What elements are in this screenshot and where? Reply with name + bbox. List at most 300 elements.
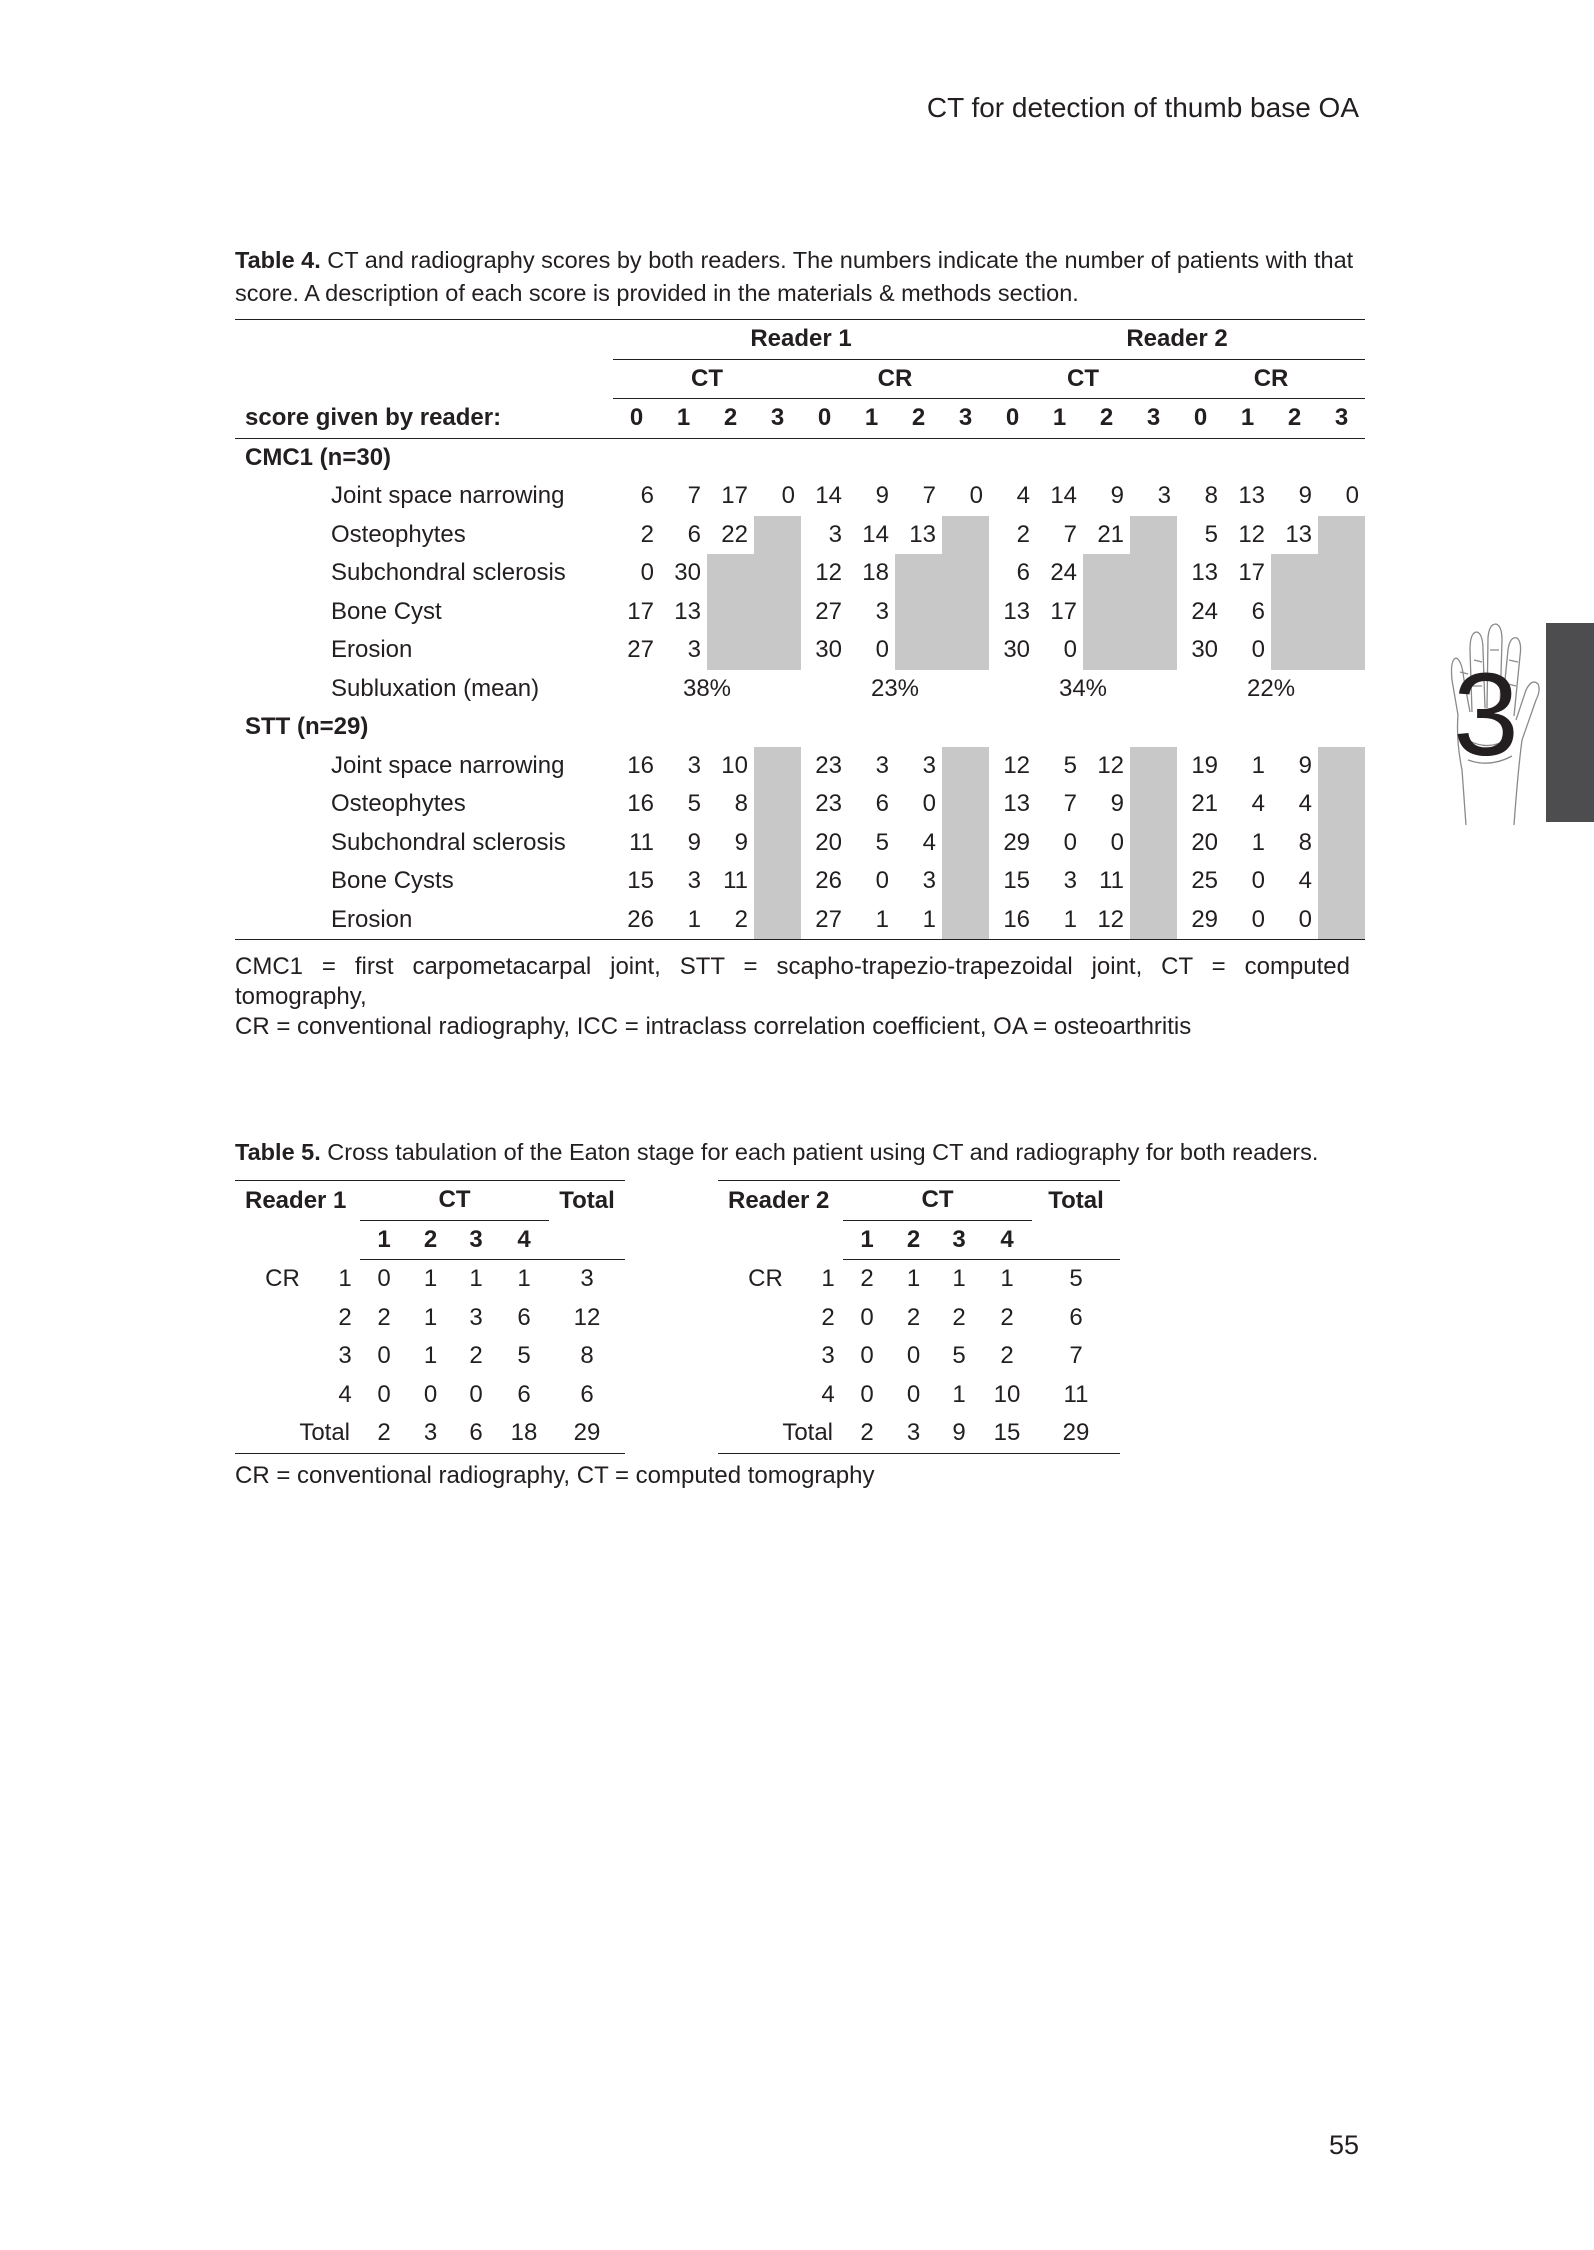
table5-row-stage: 2 xyxy=(338,1303,352,1331)
table4-score-header: 0 xyxy=(989,399,1036,439)
table4-mean-cell: 34% xyxy=(1058,674,1108,702)
table4-cell: 29 xyxy=(1191,905,1219,933)
table4-shaded-cell xyxy=(1318,862,1365,901)
table4-cell: 0 xyxy=(922,790,936,818)
table5-row-stage: 4 xyxy=(821,1380,835,1408)
table4-cell: 3 xyxy=(1063,867,1078,895)
table4-shaded-cell xyxy=(942,516,989,555)
table5-cell: 6 xyxy=(517,1303,531,1331)
chapter-number: 3 xyxy=(1453,649,1519,781)
table4-cell: 30 xyxy=(1003,636,1031,664)
table4-row xyxy=(235,862,1365,901)
table5-ct-header: CT xyxy=(843,1181,1032,1221)
table5-stage-header: 3 xyxy=(936,1220,982,1260)
table5-caption xyxy=(235,1136,1375,1169)
table4-shaded-cell xyxy=(1130,785,1177,824)
table4-shaded-cell xyxy=(754,593,801,632)
table4-cell: 13 xyxy=(1285,520,1313,548)
table4-cell: 0 xyxy=(1110,828,1125,856)
table4-cell: 17 xyxy=(1238,559,1266,587)
table4-row xyxy=(235,785,1365,824)
table4-shaded-cell xyxy=(942,593,989,632)
table4-shaded-cell xyxy=(942,785,989,824)
table4-shaded-cell xyxy=(754,631,801,670)
table4-cell: 18 xyxy=(862,559,889,587)
table5-cell: 0 xyxy=(423,1380,438,1408)
table4-row xyxy=(235,477,1365,516)
hand-skeleton-icon xyxy=(1438,620,1543,825)
table4-cell: 27 xyxy=(815,597,842,625)
table4-cell: 11 xyxy=(629,828,654,856)
page-number: 55 xyxy=(1328,2130,1359,2160)
table5-cell: 0 xyxy=(377,1380,391,1408)
table5-cell: 2 xyxy=(952,1303,966,1331)
table5-spacer xyxy=(330,1220,360,1260)
table4-shaded-cell xyxy=(942,747,989,786)
table4-row-label: Erosion xyxy=(331,636,413,664)
table4-cell: 3 xyxy=(875,751,889,779)
table5-cell: 2 xyxy=(906,1303,921,1331)
table4-cell: 4 xyxy=(1298,867,1313,895)
table4-cell: 0 xyxy=(1298,905,1313,933)
table4-cell: 21 xyxy=(1191,790,1219,818)
table4-cell: 9 xyxy=(1110,790,1125,818)
table5-spacer xyxy=(549,1220,625,1260)
table4-row-label: Osteophytes xyxy=(331,520,466,548)
table5-grand-total: 29 xyxy=(1062,1419,1090,1447)
table4-cell: 26 xyxy=(815,867,842,895)
table4-score-header: 2 xyxy=(1271,399,1318,439)
table4-cell: 16 xyxy=(627,790,654,818)
table5-spacer xyxy=(235,1299,330,1338)
table5-cell: 0 xyxy=(906,1380,921,1408)
table5-row-stage: 1 xyxy=(338,1265,352,1292)
table4-reader-header: Reader 1 xyxy=(613,320,989,360)
table4-score-header: 3 xyxy=(942,399,989,439)
table4-mean-cell: 22% xyxy=(1247,674,1296,702)
table5-cell: 3 xyxy=(469,1303,483,1331)
table5-cell: 1 xyxy=(517,1265,531,1293)
table4-cell: 15 xyxy=(1003,867,1031,895)
table4-cell: 2 xyxy=(734,905,748,933)
table4-shaded-cell xyxy=(1130,747,1177,786)
table4-cell: 21 xyxy=(1097,520,1125,548)
table4-cell: 4 xyxy=(922,828,936,856)
table4-mean-cell: 38% xyxy=(682,674,732,702)
table4-caption-label: Table 4. xyxy=(235,247,321,273)
table4-shaded-cell xyxy=(1083,593,1130,632)
table4-modality-header: CT xyxy=(989,359,1177,399)
table5-spacer xyxy=(718,1220,813,1260)
table4-cell: 13 xyxy=(1191,559,1219,587)
table5-cell: 5 xyxy=(952,1342,966,1370)
table4-cell: 29 xyxy=(1003,828,1031,856)
table4-cell: 5 xyxy=(1204,520,1219,548)
table4-cell: 17 xyxy=(627,597,654,625)
table4-cell: 12 xyxy=(1238,520,1266,548)
table4-shaded-cell xyxy=(1318,516,1365,555)
table4-scores xyxy=(235,319,1365,940)
table4-cell: 25 xyxy=(1191,867,1219,895)
table4-cell: 0 xyxy=(1251,905,1266,933)
table5-stage-header: 3 xyxy=(453,1220,499,1260)
table5-row xyxy=(235,1260,625,1299)
chapter-tab xyxy=(1546,623,1594,822)
table4-cell: 3 xyxy=(922,751,936,779)
table4-modality-header: CR xyxy=(1177,359,1365,399)
table4-cell: 9 xyxy=(687,828,701,856)
table4-cell: 1 xyxy=(1251,751,1266,779)
table5-stage-header: 2 xyxy=(891,1220,936,1260)
table4-row-label: Osteophytes xyxy=(331,790,466,818)
table4-cell: 7 xyxy=(687,482,701,510)
table4-shaded-cell xyxy=(1130,901,1177,940)
table5-cell: 1 xyxy=(952,1380,966,1408)
table5-cell: 0 xyxy=(860,1380,874,1408)
table4-section-title: STT (n=29) xyxy=(245,713,369,741)
table4-mean-cell: 23% xyxy=(870,674,920,702)
table4-cell: 16 xyxy=(627,751,654,779)
table4-shaded-cell xyxy=(1318,901,1365,940)
table4-score-header: 1 xyxy=(1224,399,1271,439)
table4-row xyxy=(235,516,1365,555)
table4-cell: 13 xyxy=(1003,790,1031,818)
table5-row-total: 6 xyxy=(1069,1303,1083,1331)
table5-cell: 2 xyxy=(1000,1342,1014,1370)
table4-cell: 8 xyxy=(734,790,748,818)
table4-cell: 11 xyxy=(723,867,748,895)
table5-total-row xyxy=(235,1414,625,1453)
table5-cell: 1 xyxy=(423,1265,438,1293)
table4-cell: 3 xyxy=(922,867,936,895)
table5-cell: 2 xyxy=(860,1265,874,1293)
table4-cell: 12 xyxy=(815,559,842,587)
table4-cell: 3 xyxy=(687,636,701,664)
table4-score-header: 0 xyxy=(1177,399,1224,439)
table4-shaded-cell xyxy=(1130,862,1177,901)
table5-stage-row xyxy=(718,1220,1120,1260)
table4-cell: 20 xyxy=(815,828,842,856)
table4-corner xyxy=(235,359,613,399)
table5-cell: 2 xyxy=(469,1342,483,1370)
table4-row xyxy=(235,593,1365,632)
table4-cell: 0 xyxy=(1063,828,1078,856)
table4-cell: 14 xyxy=(815,482,842,510)
table4-row-label: Subchondral sclerosis xyxy=(331,828,566,856)
table5-row-total: 3 xyxy=(580,1265,594,1293)
table4-cell: 12 xyxy=(1097,751,1125,779)
table5-row-stage: 1 xyxy=(821,1265,835,1292)
table4-cell: 7 xyxy=(922,482,936,510)
table4-row xyxy=(235,824,1365,863)
table4-shaded-cell xyxy=(1130,824,1177,863)
table4-score-header: 2 xyxy=(895,399,942,439)
table4-modality-header-row xyxy=(235,359,1365,399)
table4-cell: 8 xyxy=(1298,828,1313,856)
table5-cell: 1 xyxy=(1000,1265,1014,1293)
table4-score-header: 1 xyxy=(848,399,895,439)
table5-reader2 xyxy=(718,1180,1120,1454)
table4-score-header: 0 xyxy=(801,399,848,439)
table4-cell: 0 xyxy=(1251,636,1266,664)
table4-shaded-cell xyxy=(707,593,754,632)
table4-cell: 24 xyxy=(1191,597,1219,625)
table4-cell: 13 xyxy=(1003,597,1031,625)
table5-row-stage: 3 xyxy=(338,1342,352,1370)
table5-reader-name: Reader 2 xyxy=(728,1186,830,1214)
table4-reader-header: Reader 2 xyxy=(989,320,1365,360)
table5-total-row xyxy=(718,1414,1120,1453)
table4-shaded-cell xyxy=(1318,554,1365,593)
table4-cell: 4 xyxy=(1298,790,1313,818)
table4-cell: 27 xyxy=(815,905,842,933)
table5-stage-header: 1 xyxy=(360,1220,408,1260)
table4-corner xyxy=(235,320,613,360)
table4-score-header-row xyxy=(235,399,1365,439)
table4-footnote-abbreviations: CMC1 = first carpometacarpal joint, STT = scapho-trapezio-trapezoidal joint, CT = computed xyxy=(235,953,1350,980)
table4-cell: 1 xyxy=(1063,905,1078,933)
table4-cell: 6 xyxy=(1251,597,1266,625)
table5-spacer xyxy=(718,1337,813,1376)
table5-column-total: 2 xyxy=(860,1419,874,1447)
table4-cell: 12 xyxy=(1097,905,1125,933)
table4-caption-text: CT and radiography scores by both readers. The numbers indicate the number of patients with that score. A description of each score is provided in the materials & methods section. xyxy=(235,247,1354,306)
table4-cell: 4 xyxy=(1251,790,1266,818)
table5-grand-total: 29 xyxy=(573,1419,601,1447)
table5-total-label: Total xyxy=(782,1419,834,1447)
table5-ct-header: CT xyxy=(360,1181,549,1221)
table4-cell: 17 xyxy=(1050,597,1078,625)
table5-cell: 1 xyxy=(952,1265,966,1293)
table5-column-total: 2 xyxy=(377,1419,391,1447)
table4-row-label: Bone Cysts xyxy=(331,867,454,895)
table4-shaded-cell xyxy=(754,901,801,940)
table4-shaded-cell xyxy=(895,593,942,632)
table5-footnote: CR = conventional radiography, CT = computed tomography xyxy=(235,1462,875,1489)
table5-cell: 2 xyxy=(377,1303,391,1331)
table5-caption-label: Table 5. xyxy=(235,1139,321,1165)
table4-shaded-cell xyxy=(754,747,801,786)
table4-cell: 16 xyxy=(1003,905,1031,933)
table4-cell: 6 xyxy=(875,790,889,818)
table4-cell: 23 xyxy=(815,790,842,818)
table4-caption xyxy=(235,244,1360,310)
table5-cell: 0 xyxy=(469,1380,483,1408)
table4-shaded-cell xyxy=(707,554,754,593)
table4-cell: 6 xyxy=(1016,559,1031,587)
table4-shaded-cell xyxy=(942,824,989,863)
table5-cr-label: CR xyxy=(748,1265,783,1292)
table4-cell: 2 xyxy=(1016,520,1031,548)
table4-shaded-cell xyxy=(1271,554,1318,593)
table4-cell: 3 xyxy=(1157,482,1172,510)
table4-shaded-cell xyxy=(754,516,801,555)
table4-cell: 9 xyxy=(734,828,748,856)
table5-spacer xyxy=(235,1376,330,1415)
table4-cell: 12 xyxy=(1003,751,1031,779)
table4-shaded-cell xyxy=(942,554,989,593)
table5-cell: 1 xyxy=(423,1303,438,1331)
table4-cell: 3 xyxy=(687,751,701,779)
table5-cell: 5 xyxy=(517,1342,531,1370)
table5-column-total: 3 xyxy=(423,1419,438,1447)
table5-cell: 0 xyxy=(906,1342,921,1370)
table4-row xyxy=(235,901,1365,940)
table4-shaded-cell xyxy=(942,631,989,670)
table5-cell: 0 xyxy=(860,1303,874,1331)
table4-shaded-cell xyxy=(1083,554,1130,593)
table4-cell: 0 xyxy=(1251,867,1266,895)
table4-cell: 3 xyxy=(875,597,889,625)
table4-section-title: CMC1 (n=30) xyxy=(245,443,392,471)
table4-cell: 6 xyxy=(687,520,701,548)
table4-cell: 5 xyxy=(875,828,889,856)
table4-row-label: Subluxation (mean) xyxy=(331,674,540,702)
table4-shaded-cell xyxy=(754,824,801,863)
table5-row-total: 11 xyxy=(1063,1380,1089,1408)
table4-cell: 1 xyxy=(922,905,936,933)
table4-cell: 9 xyxy=(875,482,889,510)
table4-cell: 27 xyxy=(627,636,654,664)
table5-stage-header: 1 xyxy=(843,1220,891,1260)
table4-shaded-cell xyxy=(754,862,801,901)
table4-row-label: Joint space narrowing xyxy=(331,751,565,779)
table5-spacer xyxy=(813,1220,843,1260)
table4-shaded-cell xyxy=(754,785,801,824)
table4-shaded-cell xyxy=(1130,593,1177,632)
table4-cell: 0 xyxy=(875,636,889,664)
table4-shaded-cell xyxy=(1318,785,1365,824)
table5-cell: 1 xyxy=(906,1265,921,1293)
table4-score-header: 0 xyxy=(613,399,660,439)
table5-row xyxy=(718,1299,1120,1338)
table4-cell: 6 xyxy=(640,482,654,510)
table4-shaded-cell xyxy=(1130,554,1177,593)
table4-cell: 5 xyxy=(687,790,701,818)
table4-cell: 3 xyxy=(828,520,842,548)
table4-shaded-cell xyxy=(1083,631,1130,670)
table5-row-total: 7 xyxy=(1069,1342,1083,1370)
table5-cell: 2 xyxy=(1000,1303,1014,1331)
table4-score-header: 3 xyxy=(1318,399,1365,439)
table5-spacer xyxy=(1032,1220,1120,1260)
table4-shaded-cell xyxy=(895,631,942,670)
table5-row-total: 8 xyxy=(580,1342,594,1370)
table4-cell: 1 xyxy=(687,905,701,933)
table4-shaded-cell xyxy=(1318,747,1365,786)
table4-modality-header: CT xyxy=(613,359,801,399)
table5-stage-row xyxy=(235,1220,625,1260)
table5-total-header: Total xyxy=(559,1186,615,1214)
table4-cell: 13 xyxy=(1238,482,1266,510)
table4-row-label: Subchondral sclerosis xyxy=(331,559,566,587)
table4-score-header: 3 xyxy=(754,399,801,439)
table5-cell: 10 xyxy=(993,1380,1021,1408)
table5-column-total: 3 xyxy=(906,1419,921,1447)
table4-shaded-cell xyxy=(1271,631,1318,670)
table4-cell: 30 xyxy=(1191,636,1219,664)
table4-shaded-cell xyxy=(707,631,754,670)
table4-shaded-cell xyxy=(1130,631,1177,670)
table5-column-total: 9 xyxy=(952,1419,966,1447)
table4-cell: 3 xyxy=(687,867,701,895)
table4-shaded-cell xyxy=(1318,631,1365,670)
table5-cell: 0 xyxy=(377,1342,391,1370)
table4-score-header: 3 xyxy=(1130,399,1177,439)
table5-row-stage: 4 xyxy=(338,1380,352,1408)
table5-cell: 0 xyxy=(860,1342,874,1370)
table4-cell: 26 xyxy=(627,905,654,933)
table4-score-row-label: score given by reader: xyxy=(235,399,613,439)
table5-reader-name: Reader 1 xyxy=(245,1186,347,1214)
table5-row-total: 6 xyxy=(580,1380,594,1408)
table5-column-total: 18 xyxy=(510,1419,538,1447)
table4-cell: 15 xyxy=(627,867,654,895)
table5-cell: 6 xyxy=(517,1380,531,1408)
table4-cell: 10 xyxy=(721,751,748,779)
table4-cell: 0 xyxy=(640,559,654,587)
table5-reader1 xyxy=(235,1180,625,1454)
table4-cell: 0 xyxy=(969,482,984,510)
table5-stage-header: 2 xyxy=(408,1220,453,1260)
table4-cell: 1 xyxy=(875,905,889,933)
table4-cell: 23 xyxy=(815,751,842,779)
table5-column-total: 15 xyxy=(993,1419,1021,1447)
table4-cell: 14 xyxy=(862,520,889,548)
table5-row xyxy=(235,1376,625,1415)
table4-row-label: Bone Cyst xyxy=(331,597,442,625)
table4-row xyxy=(235,747,1365,786)
table4-cell: 7 xyxy=(1063,790,1078,818)
table5-header-row xyxy=(718,1181,1120,1221)
table4-cell: 11 xyxy=(1099,867,1125,895)
table4-score-header: 2 xyxy=(707,399,754,439)
table4-section-row xyxy=(235,438,1365,477)
table5-row xyxy=(718,1260,1120,1299)
table4-cell: 22 xyxy=(721,520,748,548)
table5-row xyxy=(235,1299,625,1338)
table4-cell: 7 xyxy=(1063,520,1078,548)
table4-shaded-cell xyxy=(1271,593,1318,632)
table4-score-header: 1 xyxy=(1036,399,1083,439)
table4-row xyxy=(235,631,1365,670)
table5-spacer xyxy=(718,1299,813,1338)
table5-cell: 0 xyxy=(377,1265,391,1293)
table4-cell: 9 xyxy=(1298,482,1313,510)
table5-row-total: 12 xyxy=(573,1303,601,1331)
table4-score-header: 1 xyxy=(660,399,707,439)
table4-cell: 0 xyxy=(875,867,889,895)
table5-row xyxy=(718,1337,1120,1376)
table4-cell: 1 xyxy=(1251,828,1266,856)
table4-row-label: Erosion xyxy=(331,905,413,933)
table4-cell: 2 xyxy=(640,520,654,548)
table4-row xyxy=(235,670,1365,709)
table5-cell: 1 xyxy=(469,1265,483,1293)
table4-shaded-cell xyxy=(1130,516,1177,555)
table4-footnote-cr: CR = conventional radiography, ICC = intraclass correlation coefficient, OA = osteoarthritis xyxy=(235,1013,1192,1040)
table4-cell: 5 xyxy=(1063,751,1078,779)
table4-footnote-continued: tomography, xyxy=(235,983,367,1010)
table4-shaded-cell xyxy=(942,901,989,940)
table5-spacer xyxy=(235,1220,330,1260)
table5-cr-label: CR xyxy=(265,1265,300,1292)
table4-cell: 4 xyxy=(1016,482,1031,510)
table4-cell: 20 xyxy=(1191,828,1219,856)
table4-shaded-cell xyxy=(895,554,942,593)
table4-shaded-cell xyxy=(754,554,801,593)
table5-spacer xyxy=(718,1376,813,1415)
